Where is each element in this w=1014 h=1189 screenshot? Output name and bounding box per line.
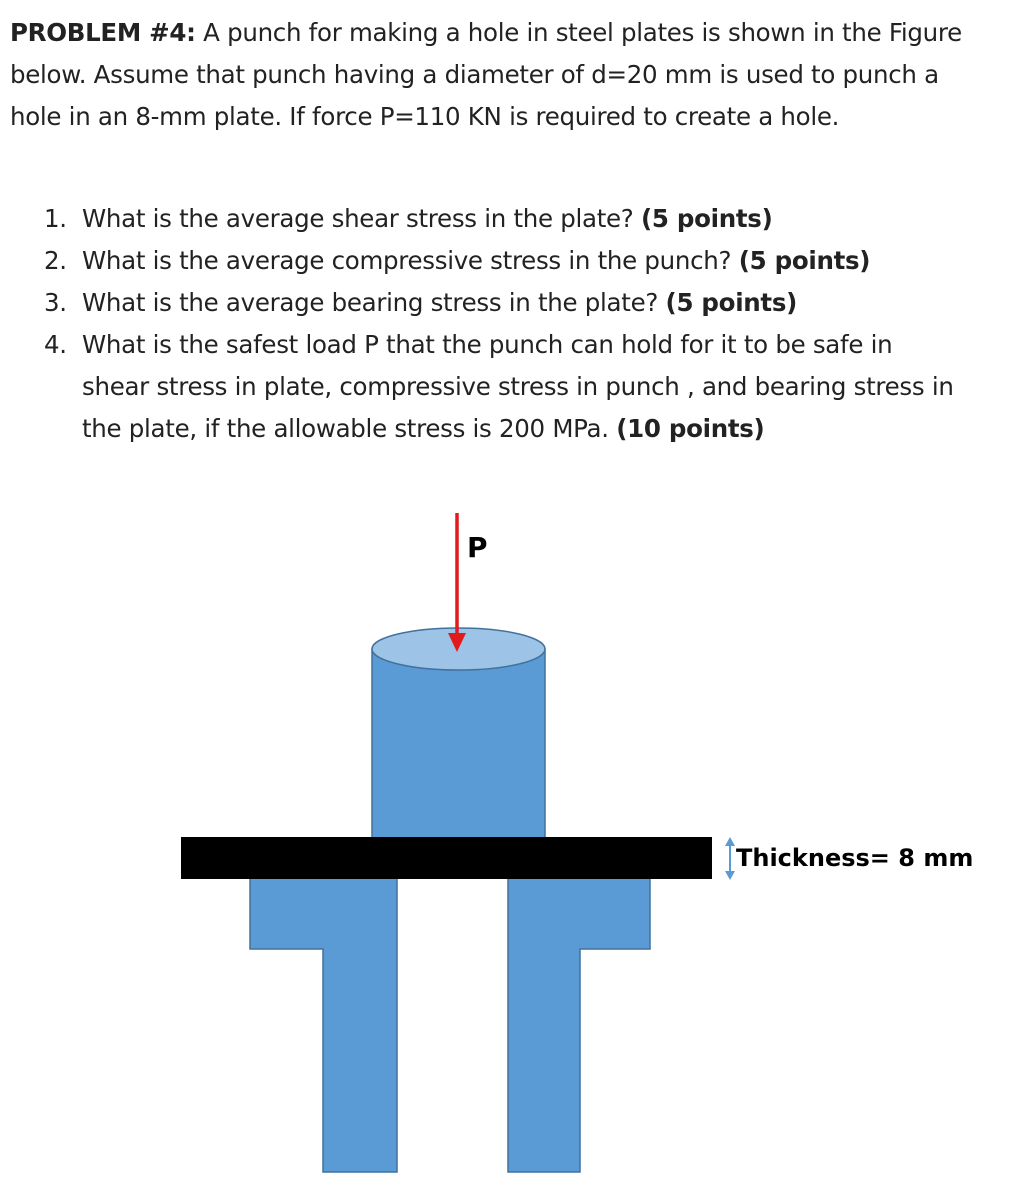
question-text: What is the average shear stress in the plate? [82,204,641,233]
steel-plate [181,837,712,879]
question-list [0,198,980,450]
question-number: 2. [44,246,67,275]
question-text: What is the average compressive stress in the punch? [82,246,739,275]
problem-statement [10,12,970,138]
die-right [508,878,650,1172]
question-item-4 [0,324,962,450]
question-number: 4. [44,330,67,359]
thickness-dimension-arrow [725,837,735,880]
question-points: (5 points) [665,288,798,317]
force-label: P [467,531,488,564]
question-item-2 [0,240,962,282]
problem-heading: PROBLEM #4: [10,18,196,47]
die-left [250,878,397,1172]
question-number: 1. [44,204,67,233]
punch-body [372,649,545,841]
question-number: 3. [44,288,67,317]
question-points: (5 points) [641,204,773,233]
question-text: What is the safest load P that the punch can hold for it to be safe in shear stress in plate, compressive stress in punch , and bearing stress in the plate, if the allowable stress is 200 MPa. [82,330,954,443]
question-text: What is the average bearing stress in the plate? [82,288,666,317]
question-item-1 [0,198,962,240]
thickness-label: Thickness= 8 mm [736,844,974,872]
punch-diagram [0,500,1014,1189]
question-points: (5 points) [738,246,871,275]
question-points: (10 points) [616,414,765,443]
question-item-3 [0,282,962,324]
problem-text: A punch for making a hole in steel plates is shown in the Figure below. Assume that punch having a diameter of d=20 mm is used to punch a hole in an 8-mm plate. If force P=110 KN is required to create a hole. [10,18,962,131]
